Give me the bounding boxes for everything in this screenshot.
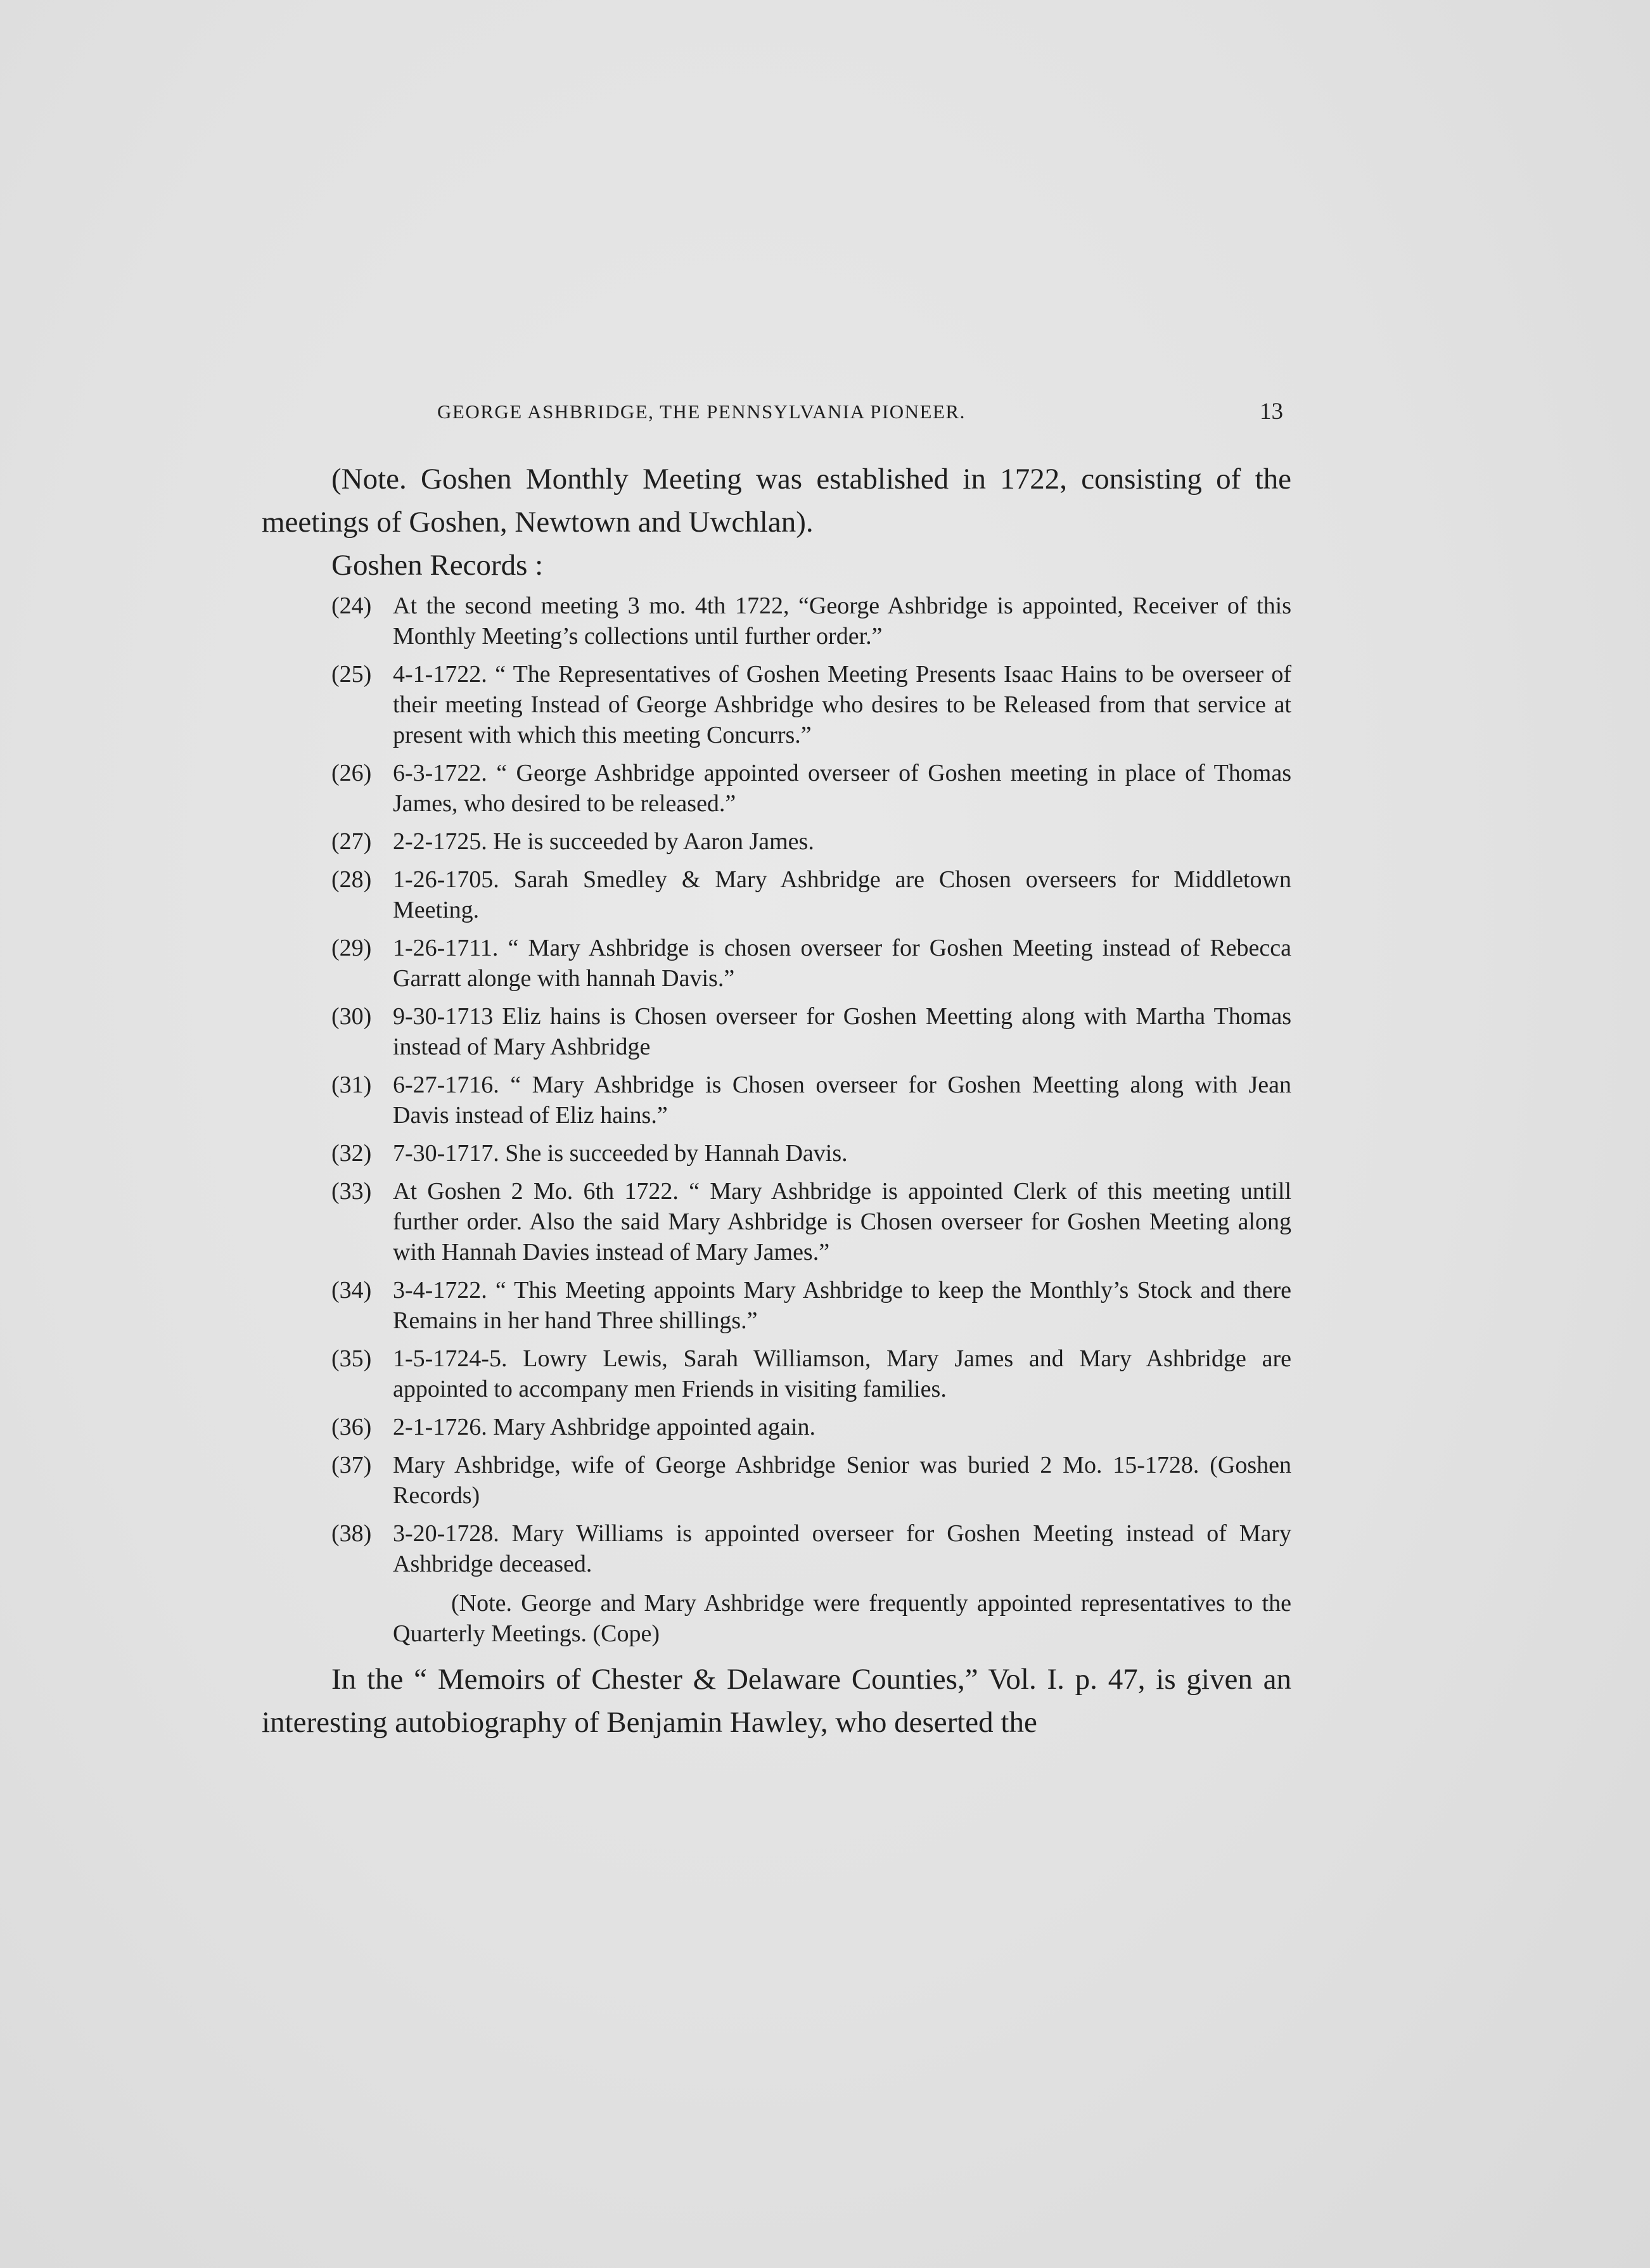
- record-entry: [262, 659, 1291, 750]
- record-text: 9-30-1713 Eliz hains is Chosen overseer for Goshen Meetting along with Martha Thomas instead of Mary Ashbridge: [393, 1003, 1291, 1060]
- record-entry: [262, 1450, 1291, 1511]
- record-number: (27): [331, 828, 372, 855]
- record-text: 1-26-1705. Sarah Smedley & Mary Ashbridge are Chosen overseers for Middletown Meeting.: [393, 866, 1291, 923]
- records-list: [262, 591, 1291, 1579]
- record-entry: [262, 1343, 1291, 1404]
- section-label: Goshen Records :: [331, 549, 544, 582]
- record-number: (32): [331, 1140, 372, 1167]
- closing-paragraph: In the “ Memoirs of Chester & Delaware Counties,” Vol. I. p. 47, is given an interesting autobiography of Benjamin Hawley, who deserted the: [262, 1663, 1291, 1739]
- record-entry: [262, 1138, 1291, 1169]
- record-text: At the second meeting 3 mo. 4th 1722, “George Ashbridge is appointed, Receiver of this Monthly Meeting’s collections until further order.”: [393, 593, 1291, 650]
- record-entry: [262, 864, 1291, 925]
- record-number: (35): [331, 1345, 372, 1372]
- page-body: [262, 458, 1291, 1744]
- record-text: 3-20-1728. Mary Williams is appointed overseer for Goshen Meeting instead of Mary Ashbridge deceased.: [393, 1520, 1291, 1577]
- record-text: At Goshen 2 Mo. 6th 1722. “ Mary Ashbridge is appointed Clerk of this meeting untill further order. Also the said Mary Ashbridge is Chosen overseer for Goshen Meeting along with Hannah Davies instead of Mary James.”: [393, 1178, 1291, 1265]
- record-number: (36): [331, 1414, 372, 1440]
- record-number: (24): [331, 593, 372, 619]
- record-text: 7-30-1717. She is succeeded by Hannah Davis.: [393, 1140, 848, 1167]
- page-number: 13: [1260, 399, 1283, 425]
- record-text: 2-1-1726. Mary Ashbridge appointed again.: [393, 1414, 815, 1440]
- record-entry: [262, 1070, 1291, 1131]
- record-entry: [262, 1518, 1291, 1579]
- record-number: (26): [331, 760, 372, 786]
- record-entry: [262, 1412, 1291, 1442]
- record-number: (31): [331, 1072, 372, 1098]
- record-text: 2-2-1725. He is succeeded by Aaron James.: [393, 828, 814, 855]
- closing-note: (Note. George and Mary Ashbridge were frequently appointed representatives to the Quarterly Meetings. (Cope): [393, 1590, 1291, 1647]
- record-number: (34): [331, 1277, 372, 1304]
- record-number: (38): [331, 1520, 372, 1547]
- record-text: 4-1-1722. “ The Representatives of Goshen Meeting Presents Isaac Hains to be overseer of their meeting Instead of George Ashbridge who desires to be Released from that service at present with which this meeting Concurrs.”: [393, 661, 1291, 748]
- record-entry: [262, 1176, 1291, 1267]
- record-entry: [262, 933, 1291, 994]
- record-text: 6-27-1716. “ Mary Ashbridge is Chosen overseer for Goshen Meetting along with Jean Davis instead of Eliz hains.”: [393, 1072, 1291, 1129]
- record-text: Mary Ashbridge, wife of George Ashbridge Senior was buried 2 Mo. 15-1728. (Goshen Records): [393, 1452, 1291, 1509]
- record-entry: [262, 591, 1291, 651]
- record-number: (28): [331, 866, 372, 893]
- intro-note: (Note. Goshen Monthly Meeting was established in 1722, consisting of the meetings of Goshen, Newtown and Uwchlan).: [262, 463, 1291, 539]
- record-entry: [262, 1275, 1291, 1336]
- record-entry: [262, 758, 1291, 819]
- record-text: 3-4-1722. “ This Meeting appoints Mary Ashbridge to keep the Monthly’s Stock and there Remains in her hand Three shillings.”: [393, 1277, 1291, 1334]
- record-number: (25): [331, 661, 372, 688]
- record-number: (37): [331, 1452, 372, 1478]
- record-text: 6-3-1722. “ George Ashbridge appointed overseer of Goshen meeting in place of Thomas James, who desired to be released.”: [393, 760, 1291, 817]
- record-number: (29): [331, 935, 372, 961]
- record-entry: [262, 1001, 1291, 1062]
- record-number: (30): [331, 1003, 372, 1030]
- record-text: 1-26-1711. “ Mary Ashbridge is chosen overseer for Goshen Meeting instead of Rebecca Garratt alonge with hannah Davis.”: [393, 935, 1291, 992]
- running-head: GEORGE ASHBRIDGE, THE PENNSYLVANIA PIONEER.: [437, 400, 966, 423]
- record-text: 1-5-1724-5. Lowry Lewis, Sarah Williamson, Mary James and Mary Ashbridge are appointed to accompany men Friends in visiting families.: [393, 1345, 1291, 1402]
- record-number: (33): [331, 1178, 372, 1205]
- record-entry: [262, 826, 1291, 857]
